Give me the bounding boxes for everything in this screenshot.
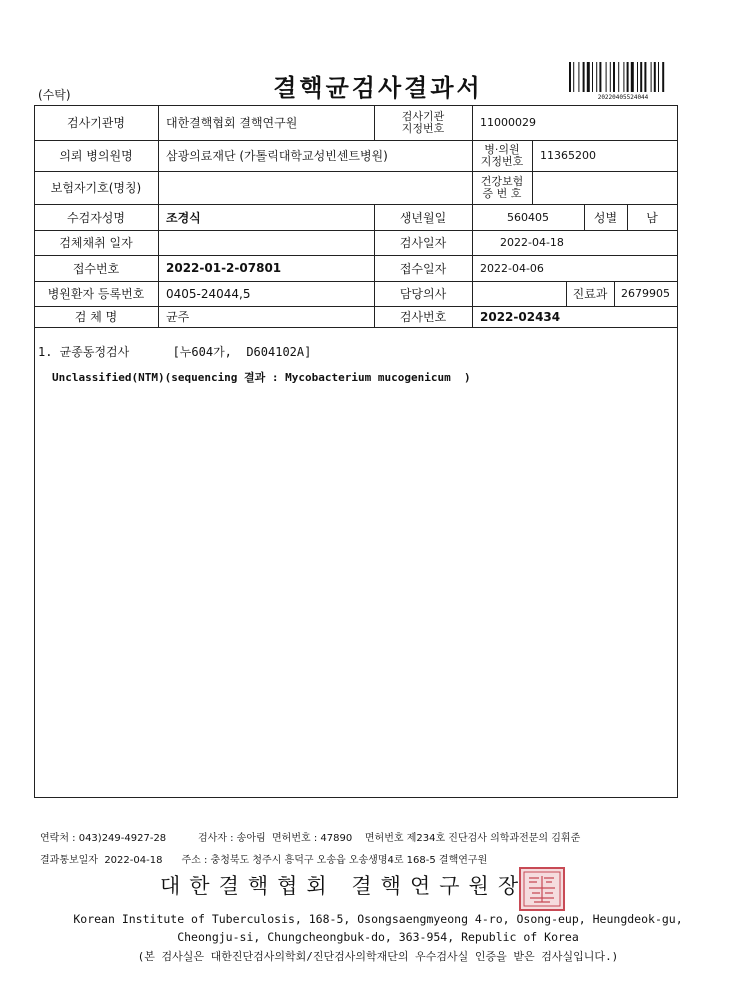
client-id-label-text: 병·의원 지정번호 xyxy=(480,142,524,168)
client-label: 의뢰 병의원명 xyxy=(59,149,133,163)
lab-name-value: 대한결핵협회 결핵연구원 xyxy=(166,116,298,130)
collect-date-label: 검체채취 일자 xyxy=(59,236,133,250)
client-id-value: 11365200 xyxy=(540,149,596,162)
health-id-value xyxy=(532,171,680,204)
health-id-label xyxy=(472,171,532,204)
patient-name-label: 수검자성명 xyxy=(67,210,125,225)
test-date-label: 검사일자 xyxy=(399,236,447,250)
lab-id-label-text: 검사기관 지정번호 xyxy=(401,109,445,135)
insured-value xyxy=(158,171,476,204)
result-line: Unclassified(NTM)(sequencing 결과 : Mycobacterium mucogenicum ) xyxy=(52,371,471,384)
collect-date-value xyxy=(158,230,376,255)
barcode xyxy=(568,62,678,94)
receipt-no-label: 접수번호 xyxy=(72,261,120,276)
receipt-stamp: (수탁) xyxy=(38,88,71,102)
institute-name-korean: 대한결핵협회 결핵연구원장 xyxy=(160,874,528,898)
patient-name-value: 조경식 xyxy=(166,210,201,225)
doctor-label: 담당의사 xyxy=(399,287,447,301)
report-date-line: 결과통보일자 2022-04-18 주소 : 충청북도 청주시 흥덕구 오송읍 오송생명4로 168-5 결핵연구원 xyxy=(40,855,488,866)
receipt-date-label: 접수일자 xyxy=(399,261,447,276)
result-box xyxy=(34,327,678,798)
lab-id-value: 11000029 xyxy=(480,116,536,129)
barcode-number: 20220405524044 xyxy=(597,94,649,101)
client-value: 삼광의료재단 (가톨릭대학교성빈센트병원) xyxy=(166,149,388,163)
receipt-date-value: 2022-04-06 xyxy=(480,261,544,275)
lab-name-label: 검사기관명 xyxy=(67,116,125,130)
test-date-value: 2022-04-18 xyxy=(500,236,564,249)
insured-label: 보험자기호(명칭) xyxy=(50,181,142,195)
birth-value: 560405 xyxy=(507,210,549,224)
certification-note: (본 검사실은 대한진단검사의학회/진단검사의학재단의 우수검사실 인증을 받은 검사실입니다.) xyxy=(137,950,619,963)
sex-label: 성별 xyxy=(593,210,618,225)
health-id-label-text: 건강보험 증 번 호 xyxy=(480,174,524,200)
institute-address-line-1: Korean Institute of Tuberculosis, 168-5, Osongsaengmyeong 4-ro, Osong-eup, Heungdeok-gu, xyxy=(73,912,683,926)
lab-id-label xyxy=(374,105,472,140)
document-title: 결핵균검사결과서 xyxy=(273,74,483,102)
sex-value: 남 xyxy=(646,210,658,225)
institute-address-line-2: Cheongju-si, Chungcheongbuk-do, 363-954, Republic of Korea xyxy=(177,930,579,944)
test-item-line: 1. 균종동정검사 [누604가, D604102A] xyxy=(38,345,312,359)
client-id-label xyxy=(472,140,532,171)
patient-reg-value: 0405-24044,5 xyxy=(166,286,251,301)
birth-label: 생년월일 xyxy=(399,210,447,225)
test-no-value: 2022-02434 xyxy=(480,309,561,324)
dept-label: 진료과 xyxy=(572,287,608,301)
test-no-label: 검사번호 xyxy=(399,310,447,324)
dept-value: 2679905 xyxy=(621,287,670,300)
specimen-value: 균주 xyxy=(166,310,190,324)
specimen-label: 검 체 명 xyxy=(74,310,118,324)
patient-reg-label: 병원환자 등록번호 xyxy=(47,287,145,301)
doctor-value xyxy=(472,281,574,306)
contact-line: 연락처 : 043)249-4927-28 검사자 : 송아림 면허번호 : 47890 면허번호 제234호 진단검사 의학과전문의 김휘준 xyxy=(40,833,581,844)
receipt-no-value: 2022-01-2-07801 xyxy=(166,261,282,275)
